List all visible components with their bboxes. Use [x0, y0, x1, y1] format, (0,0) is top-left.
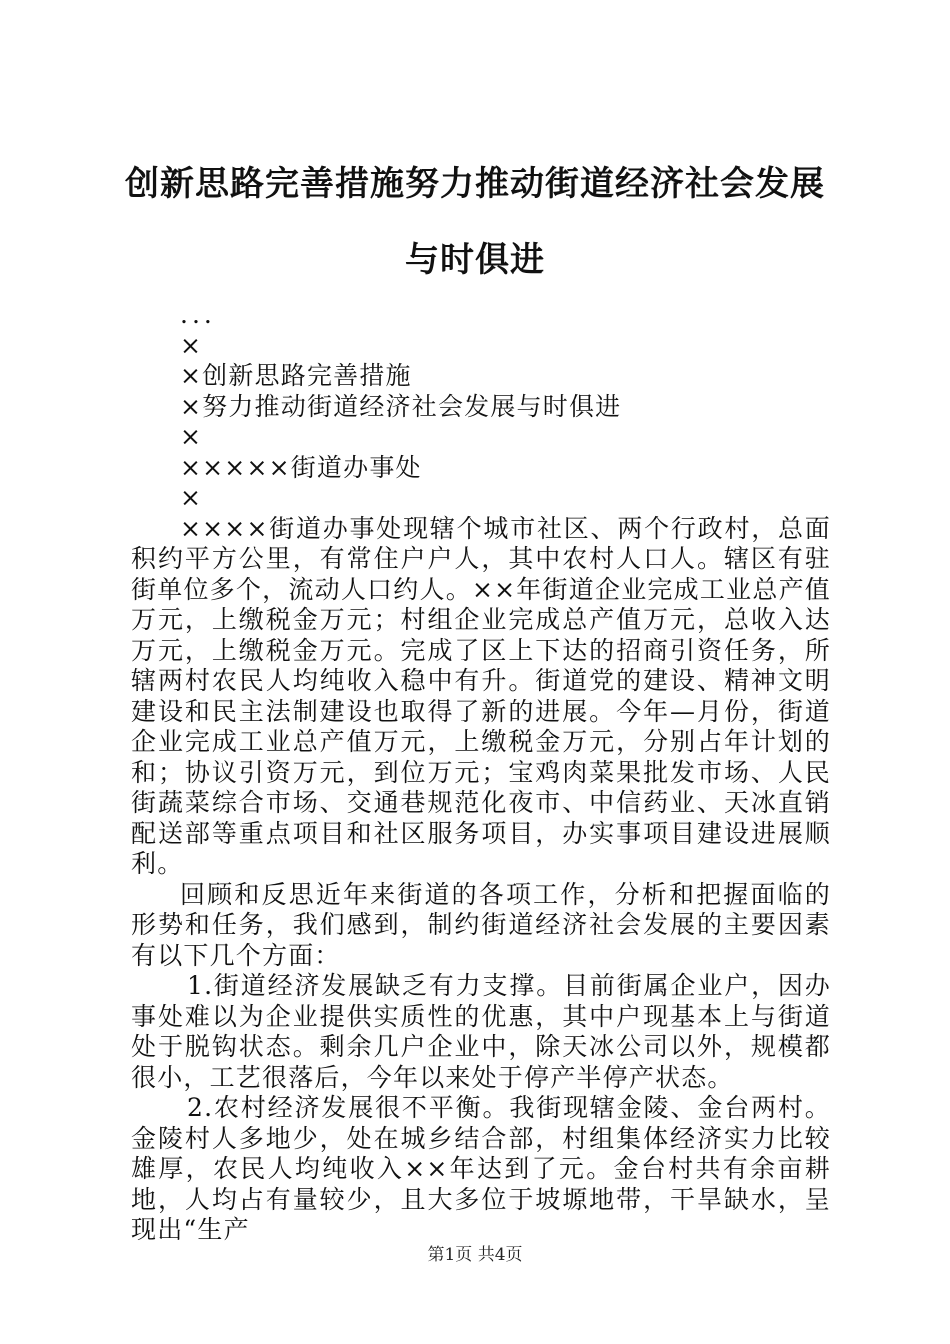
header-line: ×: [180, 483, 203, 512]
body-paragraph: ××××街道办事处现辖个城市社区、两个行政村，总面积约平方公里，有常住户户人，其中农村人口人。辖区有驻街单位多个，流动人口约人。××年街道企业完成工业总产值万元，上缴税金万元；村组企业完成总产值万元，总收入达万元，上缴税金万元。完成了区上下达的招商引资任务，所辖两村农民人均纯收入稳中有升。街道党的建设、精神文明建设和民主法制建设也取得了新的进展。今年—月份，街道企业完成工业总产值万元，上缴税金万元，分别占年计划的和；协议引资万元，到位万元；宝鸡肉菜果批发市场、人民街蔬菜综合市场、交通巷规范化夜市、中信药业、天冰直销配送部等重点项目和社区服务项目，办实事项目建设进展顺利。: [131, 513, 831, 878]
header-line: ×××××街道办事处: [180, 452, 422, 482]
numbered-paragraph: 2.农村经济发展很不平衡。我街现辖金陵、金台两村。金陵村人多地少，处在城乡结合部，村组集体经济实力比较雄厚，农民人均纯收入××年达到了元。金台村共有余亩耕地，人均占有量较少，且大多位于坡塬地带，干旱缺水，呈现出“生产: [131, 1093, 831, 1244]
title-line-2: 与时俱进: [405, 240, 545, 280]
body-paragraph: 回顾和反思近年来街道的各项工作，分析和把握面临的形势和任务，我们感到，制约街道经济社会发展的主要因素有以下几个方面：: [131, 879, 831, 970]
document-title: [100, 146, 850, 298]
header-line: ×努力推动街道经济社会发展与时俱进: [180, 391, 622, 421]
header-line: ...: [180, 300, 216, 329]
page-footer: 第1页 共4页: [427, 1245, 523, 1265]
header-line: ×: [180, 422, 203, 451]
document-body: [131, 300, 831, 1246]
title-line-1: 创新思路完善措施努力推动街道经济社会发展: [125, 164, 825, 204]
header-line: ×: [180, 330, 203, 360]
numbered-paragraph: 1.街道经济发展缺乏有力支撑。目前街属企业户，因办事处难以为企业提供实质性的优惠，其中户现基本上与街道处于脱钩状态。剩余几户企业中，除天冰公司以外，规模都很小，工艺很落后，今年以来处于停产半停产状态。: [131, 971, 831, 1092]
header-line: ×创新思路完善措施: [180, 361, 412, 390]
